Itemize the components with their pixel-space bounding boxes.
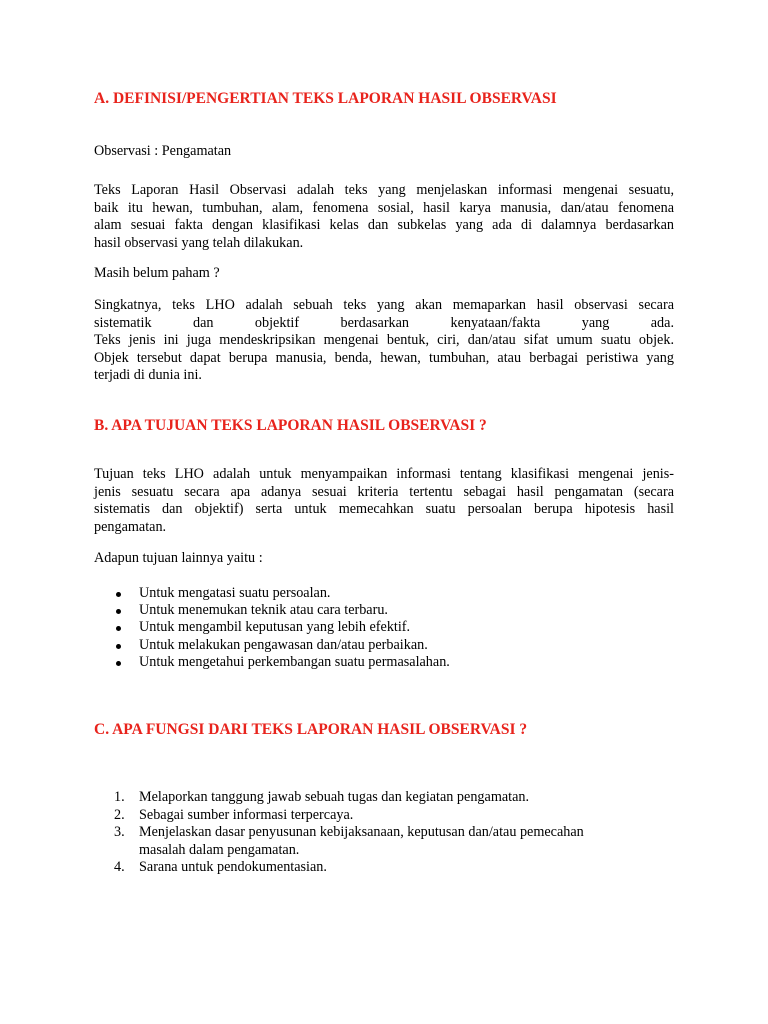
list-item-text: Melaporkan tanggung jawab sebuah tugas dan kegiatan pengamatan.	[139, 789, 530, 805]
list-number: 2.	[114, 806, 125, 823]
section-c-heading: C. APA FUNGSI DARI TEKS LAPORAN HASIL OBSERVASI ?	[94, 721, 528, 738]
summary-line: terjadi di dunia ini.	[94, 367, 202, 383]
section-b-heading: B. APA TUJUAN TEKS LAPORAN HASIL OBSERVASI ?	[94, 417, 487, 434]
function-numbered-list	[94, 789, 674, 877]
purpose-paragraph	[94, 466, 674, 536]
list-item	[94, 654, 674, 671]
bullet-text: Untuk menemukan teknik atau cara terbaru.	[139, 602, 388, 619]
list-item	[94, 602, 674, 619]
question-line: Masih belum paham ?	[94, 265, 220, 281]
purpose-line: Tujuan teks LHO adalah untuk menyampaikan informasi tentang klasifikasi mengenai jenis-	[94, 466, 674, 482]
list-number: 1.	[114, 789, 125, 805]
bullet-text: Untuk melakukan pengawasan dan/atau perbaikan.	[139, 636, 428, 653]
list-item-text: masalah dalam pengamatan.	[139, 841, 300, 858]
list-item	[94, 859, 674, 877]
definition-line: baik itu hewan, tumbuhan, alam, fenomena sosial, hasil karya manusia, dan/atau fenomena	[94, 199, 674, 216]
list-item	[94, 619, 674, 636]
definition-line: alam sesuai fakta dengan klasifikasi kelas dan subkelas yang ada di dalamnya berdasarkan	[94, 217, 674, 233]
bullet-icon	[116, 609, 121, 614]
purpose-line: jenis sesuatu secara apa adanya sesuai kriteria tertentu sebagai hasil pengamatan (secara	[94, 483, 674, 500]
section-a-heading: A. DEFINISI/PENGERTIAN TEKS LAPORAN HASIL OBSERVASI	[94, 90, 557, 107]
definition-paragraph	[94, 182, 674, 252]
bullet-text: Untuk mengetahui perkembangan suatu permasalahan.	[139, 653, 450, 670]
list-item	[94, 789, 674, 807]
list-number: 3.	[114, 824, 125, 840]
summary-line: Singkatnya, teks LHO adalah sebuah teks yang akan memaparkan hasil observasi secara	[94, 297, 674, 313]
bullet-text: Untuk mengatasi suatu persoalan.	[139, 585, 331, 601]
bullet-icon	[116, 592, 121, 597]
definition-line: hasil observasi yang telah dilakukan.	[94, 234, 304, 251]
summary-line: Objek tersebut dapat berupa manusia, benda, hewan, tumbuhan, atau berbagai peristiwa yang	[94, 349, 674, 366]
bullet-icon	[116, 626, 121, 631]
list-item	[94, 637, 674, 654]
list-item-text: Menjelaskan dasar penyusunan kebijaksanaan, keputusan dan/atau pemecahan	[139, 824, 584, 840]
summary-line: Teks jenis ini juga mendeskripsikan mengenai bentuk, ciri, dan/atau sifat umum suatu objek.	[94, 332, 674, 348]
summary-line: sistematik dan objektif berdasarkan kenyataan/fakta yang ada.	[94, 314, 674, 331]
summary-paragraph	[94, 297, 674, 385]
list-number: 4.	[114, 859, 125, 875]
list-item	[94, 807, 674, 825]
bullet-icon	[116, 644, 121, 649]
definition-line: Teks Laporan Hasil Observasi adalah teks yang menjelaskan informasi mengenai sesuatu,	[94, 182, 674, 198]
observasi-definition-line: Observasi : Pengamatan	[94, 143, 232, 159]
list-item	[94, 585, 674, 602]
list-item-text: Sarana untuk pendokumentasian.	[139, 859, 327, 875]
list-item	[94, 824, 674, 859]
list-item-text: Sebagai sumber informasi terpercaya.	[139, 806, 354, 823]
purpose-line: pengamatan.	[94, 518, 167, 535]
bullet-text: Untuk mengambil keputusan yang lebih efektif.	[139, 619, 411, 636]
other-purposes-intro: Adapun tujuan lainnya yaitu :	[94, 550, 263, 566]
purpose-bullet-list	[94, 585, 674, 671]
bullet-icon	[116, 661, 121, 666]
purpose-line: sistematis dan objektif) serta untuk memecahkan suatu persoalan berupa hipotesis hasil	[94, 501, 674, 517]
